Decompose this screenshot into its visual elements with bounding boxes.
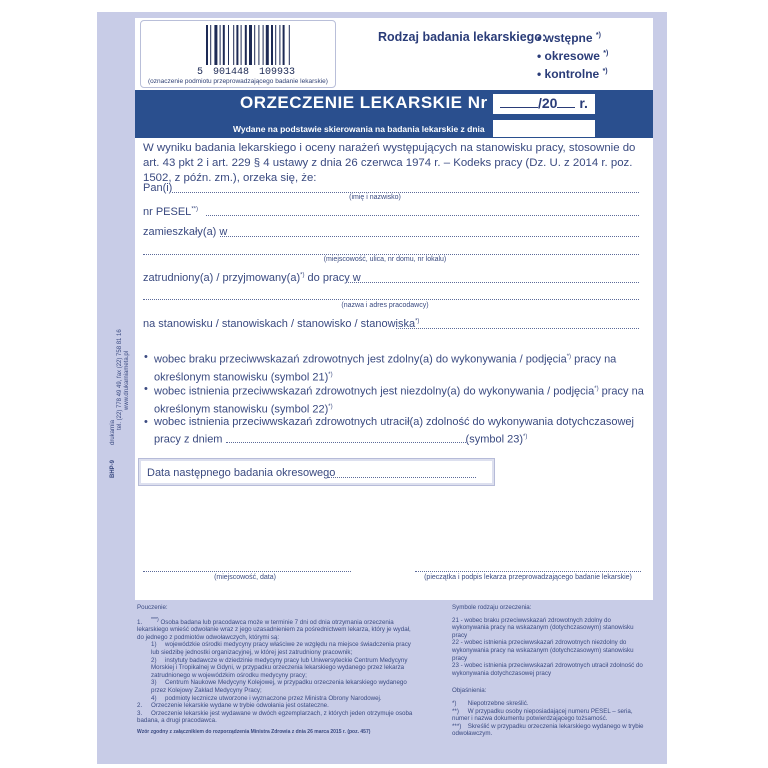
page-title: ORZECZENIE LEKARSKIE Nr (240, 93, 488, 112)
address-label: zamieszkały(a) w (143, 226, 228, 238)
barcode-icon (206, 25, 296, 65)
exam-type-option[interactable]: • kontrolne *) (537, 64, 608, 82)
employer-hint: (nazwa i adres pracodawcy) (341, 302, 429, 309)
explanations-title: Objaśnienia: (452, 687, 487, 695)
instructions (137, 604, 417, 737)
referral-label: Wydane na podstawie skierowania na badania lekarskie z dnia (233, 124, 485, 134)
instruction-item: 1. ***) Osoba badana lub pracodawca może w terminie 7 dni od dnia otrzymania orzeczenia lekarskiego wnieść odwołanie wraz z jego uzasadnieniem za pośrednictwem lekarza, który je wydał, do jednego z podmiotów odwoławczych, którymi są: (137, 616, 411, 641)
explanation-item: *) Niepotrzebne skreślić. (452, 699, 529, 707)
signature-hint: (pieczątka i podpis lekarza przeprowadzającego badanie lekarskie) (424, 574, 632, 581)
publisher-code: BHP-9 (110, 459, 116, 478)
name-hint: (imię i nazwisko) (349, 194, 401, 201)
decision-lost-ability[interactable]: • wobec istnienia przeciwwskazań zdrowotnych utracił(a) zdolność do wykonywania dotychczasowej pracy z dniem (symbol 23)*) (144, 416, 634, 446)
employed-label: zatrudniony(a) / przyjmowany(a)*) do pracy w (143, 272, 361, 284)
exam-type-option[interactable]: • wstępne *) (537, 28, 608, 46)
symbol-item: 21 - wobec braku przeciwwskazań zdrowotnych zdolny do wykonywania pracy na wskazanym (dotychczasowym) stanowisku pracy (452, 616, 634, 639)
pesel-label: nr PESEL**) (143, 206, 198, 218)
instruction-item: 2) instytuty badawcze w dziedzinie medycyny pracy lub Uniwersyteckie Centrum Medycyny Morskiej i Tropikalnej w Gdyni, w przypadku orzeczenia lekarskiego wydanego przez lekarza zatrudnionego w wojewódzkim ośrodku medycyny pracy; (151, 656, 408, 679)
publisher-contact: tel. (22) 778 49 49, fax (22) 758 81 16 (117, 329, 123, 430)
position-field[interactable] (396, 328, 639, 329)
certificate-number-template: /20 r. (500, 95, 588, 111)
barcode-digits-right: 109933 (259, 67, 296, 78)
publisher-name: drukarnia (110, 419, 116, 445)
decision-fit[interactable]: • wobec braku przeciwwskazań zdrowotnych jest zdolny(a) do wykonywania / podjęcia*) pracy na określonym stanowisku (symbol 21)*) (144, 351, 617, 384)
address-hint: (miejscowość, ulica, nr domu, nr lokalu) (323, 256, 447, 263)
employer-field-line-2[interactable] (143, 299, 639, 300)
exam-type-options (537, 28, 608, 82)
name-field[interactable] (172, 192, 639, 193)
instruction-item: 4) podmioty lecznicze utworzone i wyznaczone przez Ministra Obrony Narodowej. (151, 694, 382, 702)
name-label: Pan(i) (143, 182, 173, 194)
next-exam-date-field[interactable] (328, 477, 476, 478)
instruction-item: 1) wojewódzkie ośrodki medycyny pracy właściwe ze względu na miejsce świadczenia pracy lub siedzibę jednostki organizacyjnej, w której jest zatrudniony pracownik; (151, 641, 411, 657)
explanation-item: **) W przypadku osoby nieposiadającej numeru PESEL – seria, numer i nazwa dokumentu potwierdzającego tożsamość. (452, 707, 633, 723)
exam-type-title: Rodzaj badania lekarskiego: (378, 30, 547, 44)
instruction-item: 3. Orzeczenie lekarskie jest wydawane w dwóch egzemplarzach, z których jeden otrzymuje osoba badana, a drugi pracodawca. (137, 709, 413, 725)
signature-field[interactable] (415, 571, 641, 572)
exam-type-option[interactable]: • okresowe *) (537, 46, 608, 64)
symbol-item: 23 - wobec istnienia przeciwwskazań zdrowotnych utracił zdolność do wykonywania dotychczasowej pracy (452, 662, 643, 677)
next-exam-label: Data następnego badania okresowego (147, 467, 336, 479)
legal-footnote: Wzór zgodny z załącznikiem do rozporządzenia Ministra Zdrowia z dnia 26 marca 2015 r. (poz. 457) (137, 728, 371, 735)
barcode-caption: (oznaczenie podmiotu przeprowadzającego badanie lekarskie) (148, 78, 328, 85)
instructions-title: Pouczenie: (137, 604, 168, 611)
symbol-item: 22 - wobec istnienia przeciwwskazań zdrowotnych niezdolny do wykonywania pracy na wskazanym (dotychczasowym) stanowisku pracy (452, 639, 634, 662)
explanation-item: ***) Skreślić w przypadku orzeczenia lekarskiego wydanego w trybie odwoławczym. (452, 722, 644, 738)
place-date-field[interactable] (143, 571, 351, 572)
place-date-hint: (miejscowość, data) (214, 574, 276, 581)
address-field[interactable] (220, 236, 639, 237)
employer-field[interactable] (346, 282, 639, 283)
address-field-line-2[interactable] (143, 254, 639, 255)
instruction-item: 2. Orzeczenie lekarskie wydane w trybie odwołania jest ostateczne. (137, 702, 329, 710)
intro-paragraph: W wyniku badania lekarskiego i oceny narażeń występujących na stanowisku pracy, stosownie do art. 43 pkt 2 i art. 229 § 4 ustawy z dnia 26 czerwca 1974 r. – Kodeks pracy (Dz. U. z 2014 r. poz. 1502, z późn. zm.), orzeka się, że: (143, 142, 636, 184)
barcode-digits-left: 901448 (213, 67, 250, 78)
barcode-digit-first: 5 (197, 67, 204, 78)
publisher-website: www.drukarniameta.pl (124, 350, 130, 410)
referral-date-field[interactable] (493, 120, 595, 137)
decision-unfit[interactable]: • wobec istnienia przeciwwskazań zdrowotnych jest niezdolny(a) do wykonywania / podjęcia*) pracy na określonym stanowisku (symbol 22)*) (144, 383, 644, 416)
symbols-legend (452, 604, 647, 738)
pesel-field[interactable] (206, 215, 639, 216)
symbols-title: Symbole rodzaju orzeczenia: (452, 604, 532, 611)
position-label: na stanowisku / stanowiskach / stanowisko / stanowiska*) (143, 318, 420, 330)
instruction-item: 3) Centrum Naukowe Medycyny Kolejowej, w przypadku orzeczenia lekarskiego wydanego przez Kolejowy Zakład Medycyny Pracy; (151, 679, 407, 694)
